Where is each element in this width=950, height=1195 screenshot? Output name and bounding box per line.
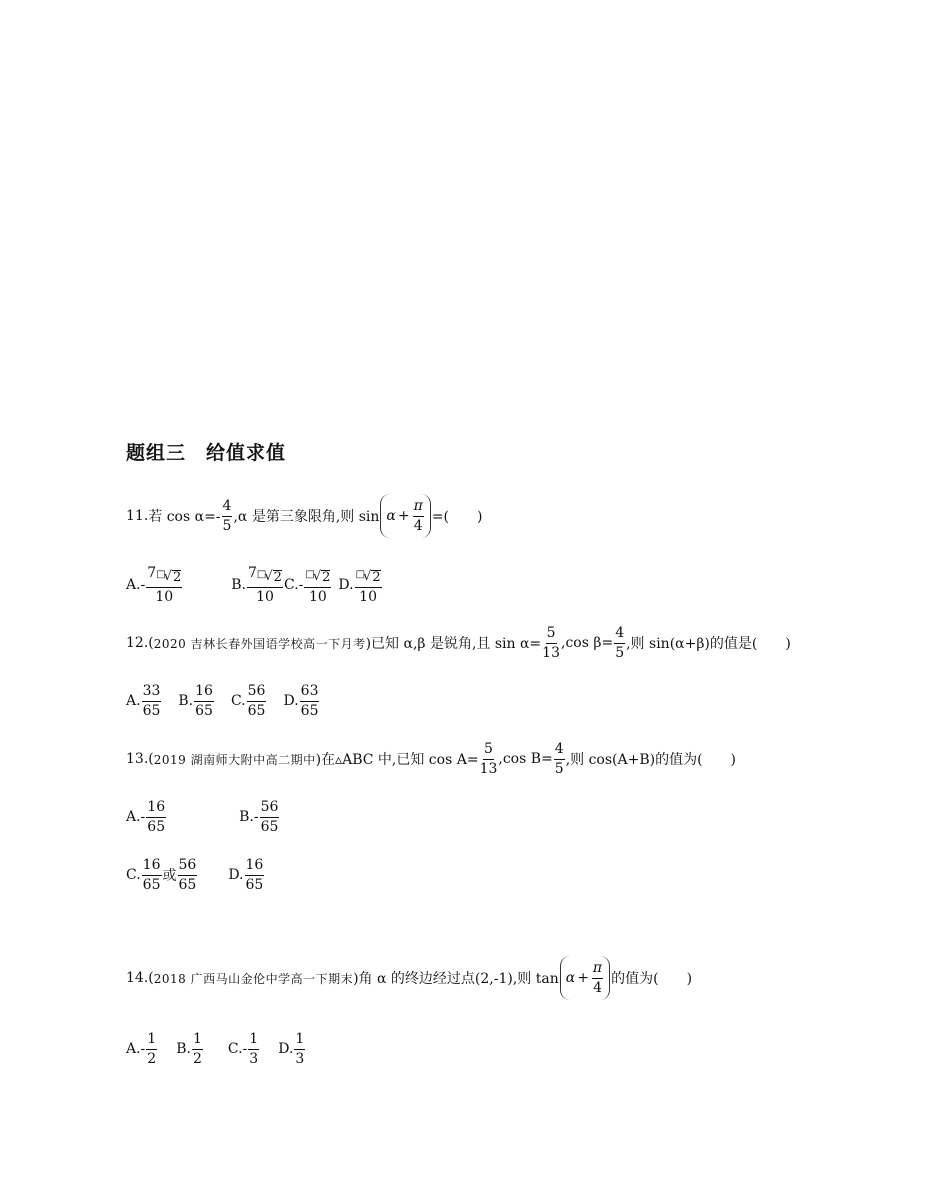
numerator: 16 xyxy=(142,858,162,876)
option-c xyxy=(126,858,198,892)
radicand: 2 xyxy=(172,570,182,585)
option-d xyxy=(283,684,320,718)
numerator: 16 xyxy=(146,800,166,818)
option-label: D. xyxy=(283,693,299,710)
root-index: □ xyxy=(256,569,267,580)
option-a xyxy=(126,684,162,718)
denominator: 65 xyxy=(195,702,213,719)
question-12 xyxy=(126,626,791,660)
fraction xyxy=(222,499,233,533)
denominator: 65 xyxy=(142,702,161,719)
question-source: 2019 湖南师大附中高二期中 xyxy=(153,752,316,767)
numerator: 4 xyxy=(614,626,625,644)
option-b xyxy=(231,566,284,604)
fraction xyxy=(248,1032,259,1066)
fraction xyxy=(304,566,331,604)
numerator xyxy=(146,566,182,588)
question-number: 13.( xyxy=(126,751,154,768)
option-a xyxy=(126,800,167,834)
numerator: 5 xyxy=(483,742,494,760)
option-c xyxy=(284,566,332,604)
fraction xyxy=(142,858,162,892)
fraction xyxy=(178,858,198,892)
numerator: π xyxy=(592,961,603,979)
option-label: B. xyxy=(231,577,246,594)
option-label: B. xyxy=(176,1041,191,1058)
denominator: 65 xyxy=(147,818,166,835)
numerator: 63 xyxy=(300,684,320,702)
plus-sign: + xyxy=(577,970,589,986)
denominator: 65 xyxy=(245,876,264,893)
question-11-options xyxy=(126,566,383,604)
numerator: 56 xyxy=(247,684,267,702)
denominator: 13 xyxy=(542,644,560,661)
numerator xyxy=(304,566,331,588)
denominator: 65 xyxy=(142,876,161,893)
option-label: A.- xyxy=(126,577,146,594)
option-b xyxy=(176,1032,204,1066)
fraction xyxy=(247,566,283,604)
denominator: 3 xyxy=(249,1050,259,1067)
denominator: 4 xyxy=(593,979,602,996)
denominator: 4 xyxy=(413,517,423,534)
fraction xyxy=(294,1032,305,1066)
numerator: 1 xyxy=(294,1032,305,1050)
fraction xyxy=(554,742,565,776)
question-13-options-row1 xyxy=(126,800,280,834)
option-label: C.- xyxy=(227,1041,248,1058)
option-d xyxy=(338,566,382,604)
denominator: 10 xyxy=(256,588,274,605)
denominator: 65 xyxy=(247,702,266,719)
option-label: D. xyxy=(338,577,354,594)
numerator: 4 xyxy=(222,499,233,517)
fraction xyxy=(146,1032,157,1066)
radicand: 2 xyxy=(322,570,331,585)
radical: □ √ 2 xyxy=(355,569,381,585)
fraction xyxy=(355,566,382,604)
numerator: 1 xyxy=(248,1032,259,1050)
plus-sign: + xyxy=(397,508,410,524)
numerator: 4 xyxy=(554,742,565,760)
option-label: A. xyxy=(126,693,141,710)
denominator: 10 xyxy=(308,588,327,605)
fraction xyxy=(592,961,603,995)
question-text: 的值为( ) xyxy=(611,971,693,987)
parenthesized-argument xyxy=(380,494,430,538)
radical: □ √ 2 xyxy=(256,569,282,585)
option-a xyxy=(126,1032,158,1066)
coefficient: 7 xyxy=(147,565,157,581)
denominator: 10 xyxy=(359,588,377,605)
option-d xyxy=(228,858,265,892)
fraction xyxy=(614,626,625,660)
question-14-options xyxy=(126,1032,306,1066)
denominator: 5 xyxy=(615,644,625,661)
option-label: C. xyxy=(230,693,246,710)
denominator: 3 xyxy=(295,1050,305,1067)
radical: □ √ 2 xyxy=(156,569,182,585)
question-13-options-row2 xyxy=(126,858,265,892)
fraction xyxy=(194,684,214,718)
option-label: B. xyxy=(178,693,194,710)
option-c xyxy=(228,1032,260,1066)
denominator: 2 xyxy=(192,1050,202,1067)
denominator: 65 xyxy=(178,876,197,893)
option-label: B.- xyxy=(239,809,259,826)
question-text: ,α 是第三象限角,则 sin xyxy=(233,509,380,525)
option-label: A.- xyxy=(126,1041,146,1058)
root-index: □ xyxy=(355,569,366,580)
fraction xyxy=(142,684,162,718)
question-text: ,则 sin(α+β)的值是( ) xyxy=(626,636,791,653)
question-text: =( ) xyxy=(431,509,483,525)
fraction xyxy=(146,800,166,834)
question-text: ,cos B= xyxy=(498,751,553,768)
question-number: 11. xyxy=(126,508,149,524)
fraction xyxy=(247,684,267,718)
denominator: 13 xyxy=(479,760,498,777)
option-label: D. xyxy=(278,1041,294,1058)
denominator: 65 xyxy=(300,702,319,719)
option-label: A.- xyxy=(126,809,146,826)
fraction xyxy=(245,858,265,892)
option-label: C. xyxy=(126,867,141,884)
numerator: 16 xyxy=(194,684,214,702)
root-index: □ xyxy=(305,569,315,580)
question-text: )已知 α,β 是锐角,且 sin α= xyxy=(365,636,542,653)
option-b xyxy=(239,800,280,834)
option-d xyxy=(278,1032,306,1066)
question-text: )在▵ABC 中,已知 cos A= xyxy=(315,752,479,769)
question-text: )角 α 的终边经过点(2,-1),则 tan xyxy=(353,971,559,987)
option-c xyxy=(231,684,268,718)
radicand: 2 xyxy=(372,570,381,585)
denominator: 5 xyxy=(554,760,564,777)
question-text: ,则 cos(A+B)的值为( ) xyxy=(565,752,737,769)
fraction xyxy=(480,742,498,776)
numerator xyxy=(247,566,283,588)
denominator: 10 xyxy=(155,588,174,605)
option-label: D. xyxy=(228,867,244,884)
fraction xyxy=(300,684,320,718)
numerator: 56 xyxy=(260,800,280,818)
question-13 xyxy=(126,742,736,776)
question-source: 2020 吉林长春外国语学校高一下月考 xyxy=(153,636,366,651)
fraction xyxy=(192,1032,203,1066)
option-label: C.- xyxy=(283,577,304,594)
denominator: 5 xyxy=(222,517,232,534)
fraction xyxy=(260,800,280,834)
fraction xyxy=(413,499,424,533)
question-text: ,cos β= xyxy=(561,635,614,652)
option-a xyxy=(126,566,183,604)
radical: □ √ 2 xyxy=(305,569,331,585)
numerator: 33 xyxy=(142,684,162,702)
question-text: 若 cos α=- xyxy=(148,509,221,525)
numerator: 1 xyxy=(192,1032,203,1050)
variable: α xyxy=(565,970,576,986)
question-11 xyxy=(126,494,482,538)
parenthesized-argument xyxy=(560,956,610,1000)
denominator: 2 xyxy=(147,1050,157,1067)
fraction xyxy=(146,566,182,604)
numerator: 16 xyxy=(245,858,265,876)
question-number: 14.( xyxy=(126,970,154,986)
numerator: 56 xyxy=(178,858,198,876)
fraction xyxy=(542,626,560,660)
denominator: 65 xyxy=(260,818,279,835)
root-index: □ xyxy=(156,569,166,580)
question-number: 12.( xyxy=(126,635,154,652)
question-12-options xyxy=(126,684,320,718)
numerator: 5 xyxy=(546,626,557,644)
coefficient: 7 xyxy=(248,565,257,581)
or-connector: 或 xyxy=(162,868,177,885)
section-heading: 题组三 给值求值 xyxy=(126,442,287,464)
question-source: 2018 广西马山金伦中学高一下期末 xyxy=(153,971,354,986)
numerator: π xyxy=(413,499,424,517)
numerator xyxy=(355,566,382,588)
variable: α xyxy=(386,508,396,524)
numerator: 1 xyxy=(146,1032,157,1050)
radicand: 2 xyxy=(273,570,282,585)
question-14 xyxy=(126,956,692,1000)
option-b xyxy=(178,684,215,718)
